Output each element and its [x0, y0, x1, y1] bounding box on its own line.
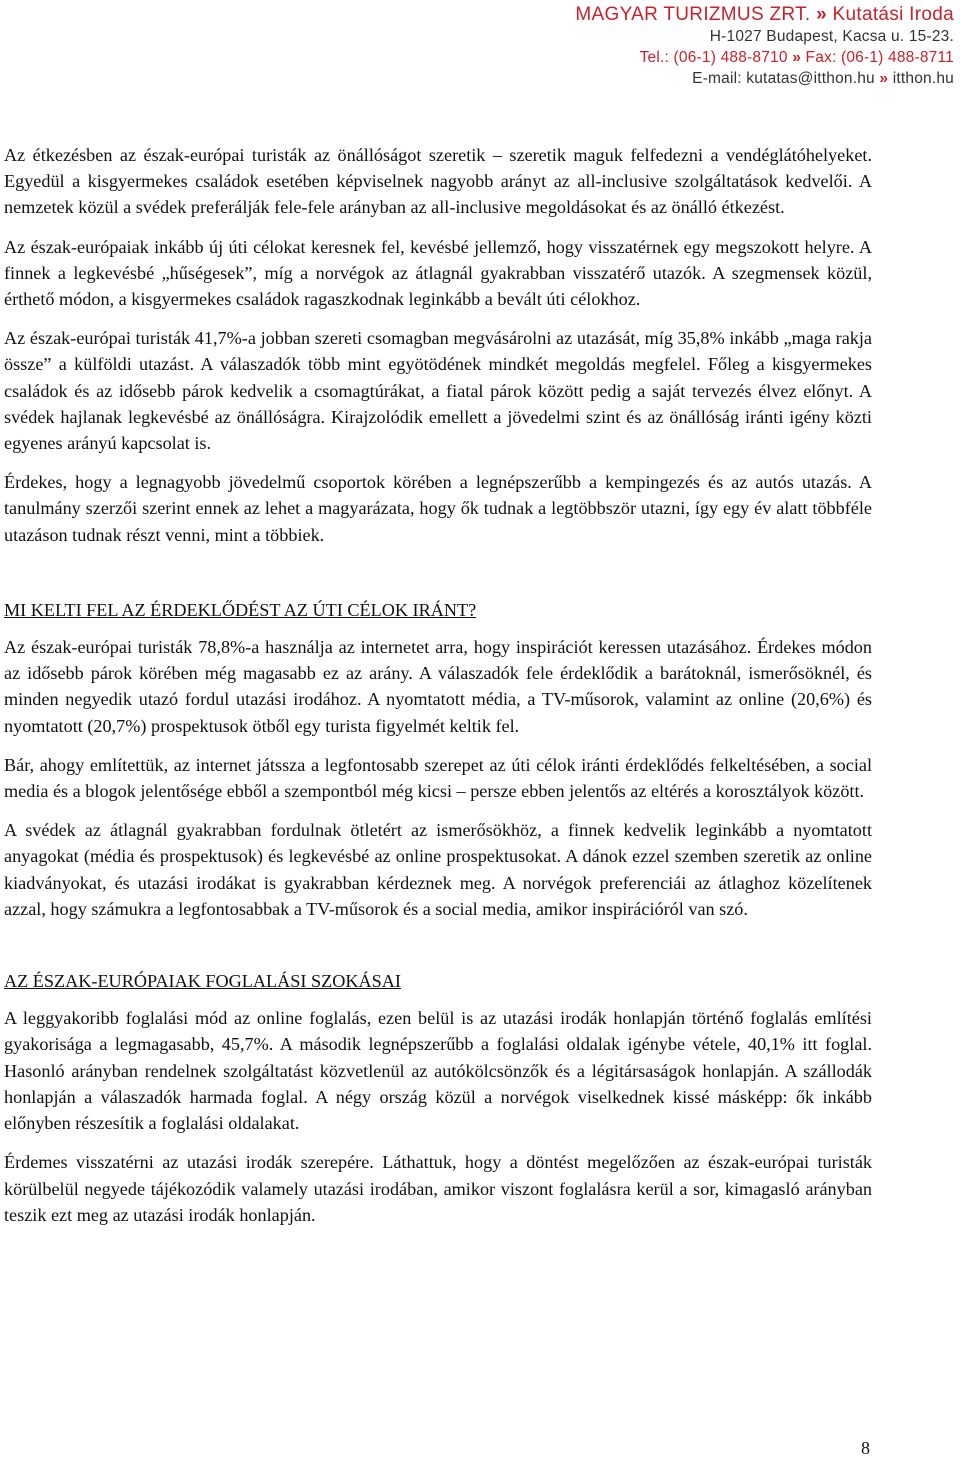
paragraph: A leggyakoribb foglalási mód az online foglalás, ezen belül is az utazási irodák honlapján történő foglalás említési gyakorisága a legmagasabb, 45,7%. A második legnépszerűbb a foglalási oldalak igénybe vétele, 40,1% itt foglal. Hasonló arányban rendelnek szolgáltatást közvetlenül az autókölcsönzők és a légitársaságok honlapján. A szállodák honlapján a válaszadók harmada foglal. A négy ország közül a norvégok viselkednek kissé másképp: ők inkább előnyben részesítik a foglalási oldalakat.: [4, 1008, 872, 1134]
letterhead: [575, 4, 954, 89]
paragraph: Az észak-európai turisták 78,8%-a használja az internetet arra, hogy inspirációt keressen utazásához. Érdekes módon az idősebb párok körében még magasabb ez az arány. A válaszadók fele érdeklődik a barátoknál, ismerősöknél, és minden negyedik utazó fordul utazási irodához. A nyomtatott média, a TV-műsorok, valamint az online (20,6%) és nyomtatott (20,7%) prospektusok ötből egy turista figyelmét keltik fel.: [4, 637, 872, 736]
spacer: [4, 935, 872, 968]
paragraph: Az észak-európaiak inkább új úti célokat keresnek fel, kevésbé jellemző, hogy visszatérnek egy megszokott helyre. A finnek a legkevésbé „hűségesek”, míg a norvégok az átlagnál gyakrabban visszatérő utazók. A szegmensek közül, érthető módon, a kisgyermekes családok ragaszkodnak leginkább a bevált úti célokhoz.: [4, 236, 872, 310]
fax-number: Fax: (06-1) 488-8711: [805, 49, 954, 66]
company-name: MAGYAR TURIZMUS ZRT.: [575, 4, 811, 25]
separator-icon: »: [816, 4, 827, 25]
separator-icon: »: [879, 70, 889, 87]
website: itthon.hu: [892, 70, 954, 87]
paragraph: Az étkezésben az észak-európai turisták az önállóságot szeretik – szeretik maguk felfedezni a vendéglátóhelyeket. Egyedül a kisgyermekes családok esetében képviselnek nagyobb arányt az all-inclusive szolgáltatások kedvelői. A nemzetek közül a svédek preferálják fele-fele arányban az all-inclusive megoldásokat és az önálló étkezést.: [4, 145, 872, 218]
spacer: [4, 561, 872, 597]
phone-fax-line: [575, 47, 954, 68]
page-number: 8: [861, 1438, 870, 1458]
paragraph: Érdekes, hogy a legnagyobb jövedelmű csoportok körében a legnépszerűbb a kempingezés és az autós utazás. A tanulmány szerzői szerint ennek az lehet a magyarázata, hogy ők tudnak a legtöbbször utazni, így egy év alatt többféle utazáson tudnak részt venni, mint a többiek.: [4, 472, 872, 545]
section-heading-booking: AZ ÉSZAK-EURÓPAIAK FOGLALÁSI SZOKÁSAI: [4, 971, 401, 992]
paragraph: Az észak-európai turisták 41,7%-a jobban szereti csomagban megvásárolni az utazását, míg 35,8% inkább „maga rakja össze” a külföldi utazást. A válaszadók több mint egyötödének mindkét megoldás megfelel. Főleg a kisgyermekes családok és az idősebb párok kedvelik a csomagtúrákat, a fiatal párok között pedig a saját tervezés élvez előnyt. A svédek hajlanak legkevésbé az önállóságra. Kirajzolódik emellett a jövedelmi szint és az önállóság iránti igény közti egyenes arányú kapcsolat is.: [4, 328, 872, 454]
email-address: E-mail: kutatas@itthon.hu: [692, 70, 875, 87]
company-address: H-1027 Budapest, Kacsa u. 15-23.: [709, 28, 954, 45]
department-name: Kutatási Iroda: [832, 4, 954, 25]
separator-icon: »: [792, 49, 802, 66]
letterhead-company-line: [575, 4, 954, 26]
paragraph: A svédek az átlagnál gyakrabban fordulnak ötletért az ismerősökhöz, a finnek kedvelik leginkább a nyomtatott anyagokat (média és prospektusok) és legkevésbé az online prospektusokat. A dánok ezzel szemben szeretik az online kiadványokat, és utazási irodákat is gyakrabban kérdeznek meg. A norvégok preferenciái az átlaghoz közelítenek azzal, hogy számukra a legfontosabbak a TV-műsorok és a social media, amikor inspirációról van szó.: [4, 820, 872, 919]
phone-number: Tel.: (06-1) 488-8710: [639, 49, 788, 66]
section-heading-inspiration: MI KELTI FEL AZ ÉRDEKLŐDÉST AZ ÚTI CÉLOK IRÁNT?: [4, 599, 477, 620]
document-body: [4, 142, 872, 1241]
paragraph: Érdemes visszatérni az utazási irodák szerepére. Láthattuk, hogy a döntést megelőzően az észak-európai turisták körülbelül negyede tájékozódik valamely utazási irodában, amikor viszont foglalásra kerül a sor, kimagasló arányban teszik ezt meg az utazási irodák honlapján.: [4, 1152, 872, 1225]
paragraph: Bár, ahogy említettük, az internet játssza a legfontosabb szerepet az úti célok iránti érdeklődés felkeltésében, a social media és a blogok jelentősége ebből a szempontból még kicsi – persze ebben jelentős az eltérés a korosztályok között.: [4, 754, 872, 802]
email-web-line: [575, 68, 954, 89]
